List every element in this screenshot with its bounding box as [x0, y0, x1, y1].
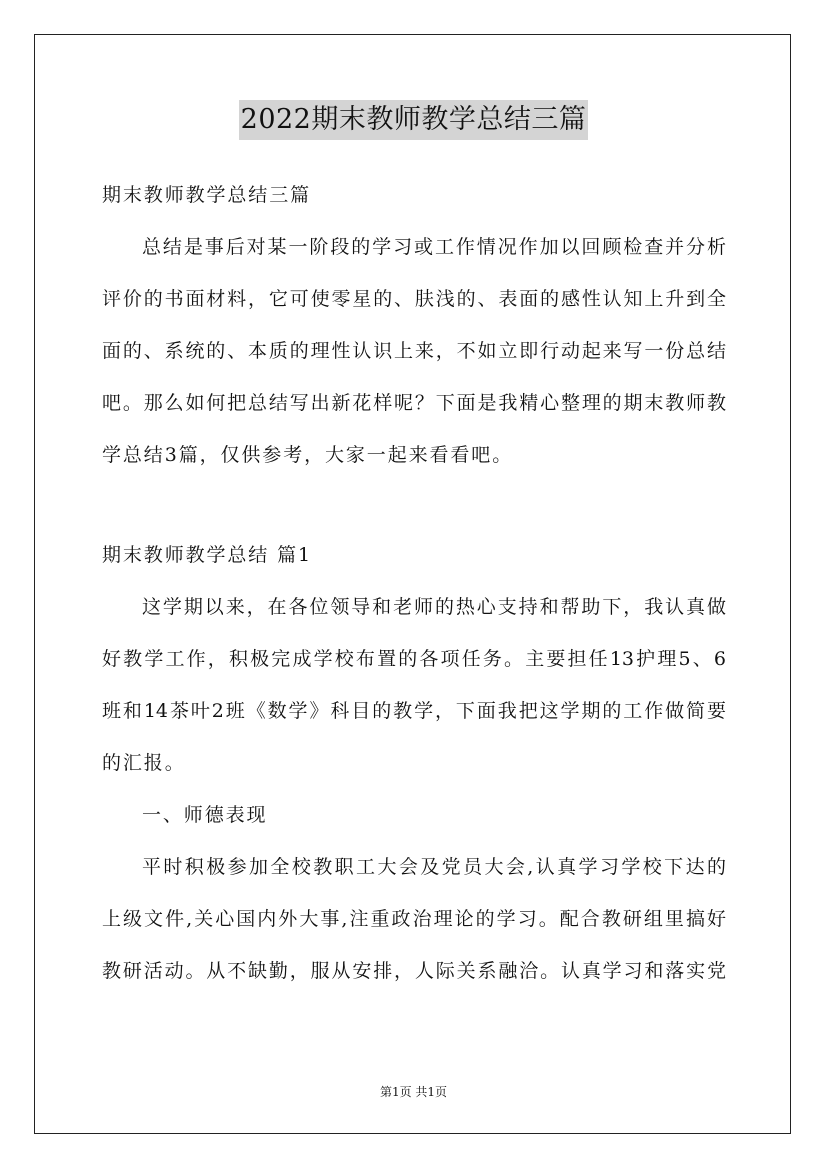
- page-footer: 第1页 共1页: [379, 1085, 448, 1099]
- intro-heading: 期末教师教学总结三篇: [102, 184, 312, 206]
- intro-line-3: 面的、系统的、本质的理性认识上来，不如立即行动起来写一份总结: [102, 340, 726, 362]
- section1-para1-line-1: 这学期以来，在各位领导和老师的热心支持和帮助下，我认真做: [142, 596, 726, 618]
- section1-para1-line-3: 班和14茶叶2班《数学》科目的教学，下面我把这学期的工作做简要: [102, 700, 726, 722]
- intro-line-5: 学总结3篇，仅供参考，大家一起来看看吧。: [102, 444, 514, 466]
- document-body: [102, 176, 726, 990]
- section1-para1-line-2: 好教学工作，积极完成学校布置的各项任务。主要担任13护理5、6: [102, 648, 726, 670]
- section1-heading: 期末教师教学总结 篇1: [102, 544, 313, 566]
- title-wrap: [0, 100, 827, 140]
- intro-line-2: 评价的书面材料，它可使零星的、肤浅的、表面的感性认知上升到全: [102, 288, 726, 310]
- section1-para1-line-4: 的汇报。: [102, 752, 186, 774]
- section1-para2-line-3: 教研活动。从不缺勤，服从安排，人际关系融洽。认真学习和落实党: [102, 960, 726, 982]
- section1-subheading: 一、师德表现: [142, 804, 268, 826]
- document-title: 2022期末教师教学总结三篇: [239, 100, 589, 140]
- section1-para2-line-2: 上级文件,关心国内外大事,注重政治理论的学习。配合教研组里搞好: [102, 908, 726, 930]
- intro-line-1: 总结是事后对某一阶段的学习或工作情况作加以回顾检查并分析: [142, 236, 726, 258]
- section1-para2-line-1: 平时积极参加全校教职工大会及党员大会,认真学习学校下达的: [142, 856, 726, 878]
- intro-line-4: 吧。那么如何把总结写出新花样呢？下面是我精心整理的期末教师教: [102, 392, 726, 414]
